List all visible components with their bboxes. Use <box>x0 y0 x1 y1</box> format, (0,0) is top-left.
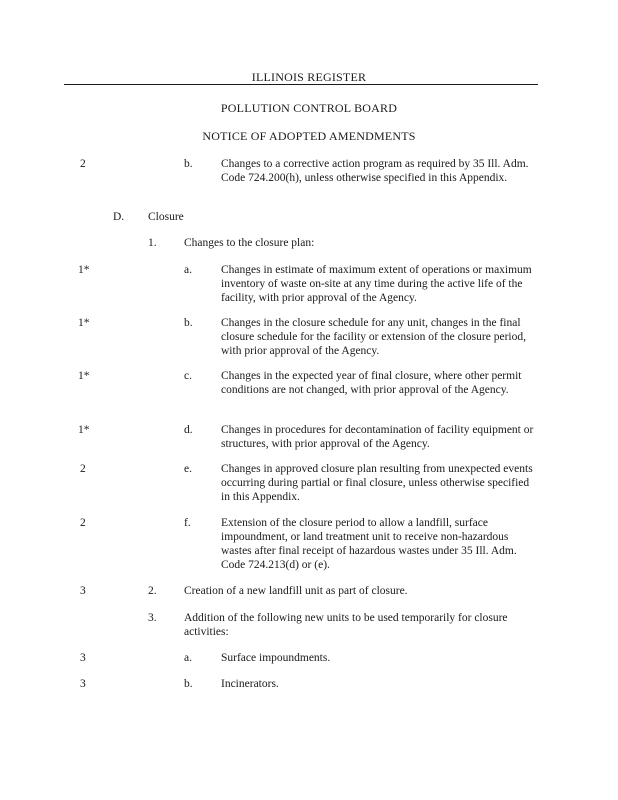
item-label: b. <box>184 158 193 170</box>
class-code: 1* <box>78 264 90 276</box>
item-text: Incinerators. <box>221 678 279 690</box>
item-label: b. <box>184 317 193 329</box>
item-label: 2. <box>148 585 157 597</box>
item-label: f. <box>184 517 191 529</box>
register-title: ILLINOIS REGISTER <box>251 70 367 84</box>
item-text: Changes to the closure plan: <box>184 237 315 249</box>
class-code: 1* <box>78 370 90 382</box>
class-code: 1* <box>78 424 90 436</box>
item-text: Creation of a new landfill unit as part of closure. <box>184 585 408 597</box>
item-text: Extension of the closure period to allow a landfill, surface impoundment, or land treatment unit to receive non-hazardous wastes after final receipt of hazardous wastes under 35 Ill. Adm. Code 724.213(d) or (e). <box>221 517 517 571</box>
section-heading: Closure <box>148 211 184 223</box>
item-text: Changes in estimate of maximum extent of operations or maximum inventory of waste on-site at any time during the active life of the facility, with prior approval of the Agency. <box>221 264 532 304</box>
class-code: 2 <box>80 517 86 529</box>
class-code: 3 <box>80 652 86 664</box>
board-title: POLLUTION CONTROL BOARD <box>220 101 398 115</box>
item-label: a. <box>184 652 192 664</box>
item-text: Changes to a corrective action program as required by 35 Ill. Adm. Code 724.200(h), unless otherwise specified in this Appendix. <box>221 158 529 184</box>
class-code: 1* <box>78 317 90 329</box>
item-label: d. <box>184 424 193 436</box>
item-text: Addition of the following new units to be used temporarily for closure activities: <box>184 612 508 638</box>
item-label: b. <box>184 678 193 690</box>
section-label: D. <box>113 211 125 223</box>
class-code: 2 <box>80 463 86 475</box>
item-text: Changes in the closure schedule for any unit, changes in the final closure schedule for the facility or extension of the closure period, with prior approval of the Agency. <box>221 317 526 357</box>
notice-title: NOTICE OF ADOPTED AMENDMENTS <box>202 129 416 143</box>
item-label: 1. <box>148 237 157 249</box>
class-code: 3 <box>80 585 86 597</box>
header-rule <box>64 84 538 85</box>
class-code: 2 <box>80 158 86 170</box>
item-text: Changes in approved closure plan resulting from unexpected events occurring during partial or final closure, unless otherwise specified in this Appendix. <box>221 463 533 503</box>
item-label: 3. <box>148 612 157 624</box>
item-text: Changes in procedures for decontamination of facility equipment or structures, with prior approval of the Agency. <box>221 424 534 450</box>
item-text: Surface impoundments. <box>221 652 331 664</box>
item-label: c. <box>184 370 192 382</box>
item-label: e. <box>184 463 192 475</box>
item-text: Changes in the expected year of final closure, where other permit conditions are not changed, with prior approval of the Agency. <box>221 370 522 396</box>
item-label: a. <box>184 264 192 276</box>
class-code: 3 <box>80 678 86 690</box>
